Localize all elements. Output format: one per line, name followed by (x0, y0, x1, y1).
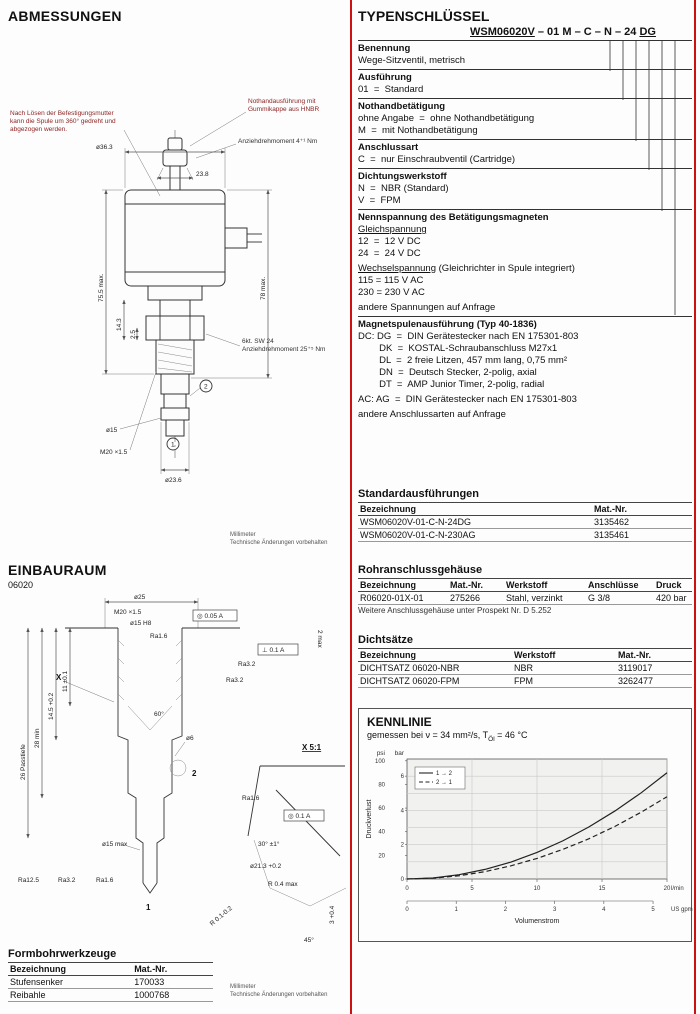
dichtsaetze-title: Dichtsätze (358, 634, 414, 646)
detail-x-marker: X (56, 673, 62, 682)
section-row: 115 = 115 V AC (358, 275, 424, 286)
dim-45deg: 45° (304, 937, 314, 944)
fw-row0-name: Stufensenker (8, 976, 132, 989)
svg-text:4: 4 (602, 906, 606, 913)
section-magnetspule (358, 316, 692, 423)
dim-238-label: 23.8 (196, 171, 209, 178)
fw-row1-name: Reibahle (8, 989, 132, 1002)
ds-row0-matnr: 3119017 (616, 662, 692, 675)
dim-28min: 28 min (34, 728, 41, 748)
footer-millimeter: Millimeter (230, 532, 256, 538)
ds-col-matnr: Mat.-Nr. (616, 649, 692, 662)
right-column (358, 8, 694, 1008)
ra16-detail: Ra1.6 (242, 795, 260, 802)
fw-col-matnr: Mat.-Nr. (132, 963, 213, 976)
pressure-drop-chart (363, 745, 693, 929)
ra-col-matnr: Mat.-Nr. (448, 579, 504, 592)
dim-r0102: R 0.1-0.2 (208, 904, 234, 928)
abmessungen-title: ABMESSUNGEN (8, 8, 122, 24)
ra-col-anschluesse: Anschlüsse (586, 579, 654, 592)
section-nennspannung (358, 209, 692, 316)
section-row: DK = KOSTAL-Schraubanschluss M27x1 (358, 343, 558, 354)
svg-text:100: 100 (374, 758, 385, 765)
section-row: V = FPM (358, 195, 401, 206)
dim-755-label: 75.5 max. (98, 273, 105, 302)
ra-row0-druck: 420 bar (654, 592, 692, 605)
code-sep: – (571, 26, 584, 38)
svg-text:15: 15 (598, 885, 606, 892)
dim-d15max: ø15 max (102, 841, 128, 848)
einbauraum-title: EINBAURAUM (8, 562, 107, 578)
std-row1-matnr: 3135461 (592, 529, 692, 542)
std-col-matnr: Mat.-Nr. (592, 503, 692, 516)
tolerance-top: ◎ 0.05 A (197, 613, 223, 620)
ra32-c-label: Ra3.2 (58, 877, 76, 884)
connector-note: andere Anschlussarten auf Anfrage (358, 409, 506, 420)
ra-row0-matnr: 275266 (448, 592, 504, 605)
table-row (358, 529, 692, 542)
ra-row0-name: R06020-01X-01 (358, 592, 448, 605)
footer-millimeter-2: Millimeter (230, 984, 256, 990)
svg-text:4: 4 (400, 808, 404, 815)
subtitle-sub: Öl (488, 735, 495, 743)
std-row0-matnr: 3135462 (592, 516, 692, 529)
dim-60deg: 60° (154, 711, 164, 718)
fw-col-bezeichnung: Bezeichnung (8, 963, 132, 976)
code-connection: C (583, 26, 592, 38)
std-row1-name: WSM06020V-01-C-N-230AG (358, 529, 592, 542)
section-label: Nennspannung des Betätigungsmagneten (358, 212, 549, 223)
ra32-a: Ra3.2 (238, 661, 256, 668)
kennlinie-box (358, 708, 692, 942)
section-row: 230 = 230 V AC (358, 287, 425, 298)
section-dichtungswerkstoff (358, 168, 692, 209)
column-divider-line (350, 0, 352, 1014)
section-row: DT = AMP Junior Timer, 2-polig, radial (358, 379, 545, 390)
svg-text:1: 1 (454, 906, 458, 913)
thread-label: M20 ×1.5 (100, 449, 128, 456)
svg-text:2: 2 (503, 906, 508, 913)
section-row: DC: DG = DIN Gerätestecker nach EN 175301-803 (358, 331, 579, 342)
ra16-main: Ra1.6 (150, 633, 168, 640)
footer-changes-2: Technische Änderungen vorbehalten (230, 991, 328, 998)
section-benennung (358, 40, 692, 69)
table-row (8, 989, 213, 1002)
svg-text:bar: bar (394, 749, 404, 757)
port-2-label: 2 (192, 769, 197, 778)
einbauraum-code: 06020 (8, 580, 34, 590)
section-nothandbetaetigung (358, 98, 692, 139)
dim-143-label: 14.3 (116, 318, 123, 331)
svg-text:psi: psi (376, 749, 385, 757)
cavity-thread: M20 ×1.5 (114, 609, 142, 616)
footer-changes: Technische Änderungen vorbehalten (230, 539, 328, 546)
ds-row0-werkstoff: NBR (512, 662, 616, 675)
ra-row0-anschluss: G 3/8 (586, 592, 654, 605)
dim-d15-label: ø15 (106, 427, 118, 434)
ds-row0-name: DICHTSATZ 06020-NBR (358, 662, 512, 675)
section-label: Nothandbetätigung (358, 101, 446, 112)
dim-r04: R 0.4 max (268, 881, 298, 888)
typenschluessel-block (358, 8, 692, 423)
code-sep: – (611, 26, 625, 38)
rohranschluss-table (358, 578, 692, 605)
svg-text:Volumenstrom: Volumenstrom (514, 917, 560, 925)
std-row0-name: WSM06020V-01-C-N-24DG (358, 516, 592, 529)
dc-subheading: Gleichspannung (358, 224, 427, 235)
left-column (8, 0, 348, 1014)
ac-subheading-note: (Gleichrichter in Spule integriert) (436, 263, 575, 274)
section-row: DL = 2 freie Litzen, 457 mm lang, 0,75 mm² (358, 355, 567, 366)
dim-145: 14.5 +0.2 (48, 692, 55, 720)
hex-size-label: 6kt. SW 24 (242, 338, 274, 345)
dim-d213: ø21.3 +0.2 (250, 863, 282, 870)
svg-text:5: 5 (470, 885, 474, 892)
std-col-bezeichnung: Bezeichnung (358, 503, 592, 516)
svg-text:0: 0 (405, 885, 409, 892)
dichtsaetze-block (358, 634, 692, 688)
ds-row1-name: DICHTSATZ 06020-FPM (358, 675, 512, 688)
section-label: Ausführung (358, 72, 412, 83)
code-override: M (562, 26, 572, 38)
standard-block (358, 488, 692, 542)
ra-col-bezeichnung: Bezeichnung (358, 579, 448, 592)
section-row: Wege-Sitzventil, metrisch (358, 55, 465, 66)
section-label: Anschlussart (358, 142, 419, 153)
subtitle-post: = 46 °C (494, 730, 528, 740)
section-row: M = mit Nothandbetätigung (358, 125, 478, 136)
hex-note (242, 338, 342, 354)
dim-d36-label: ø36.3 (96, 144, 113, 151)
right-edge-line (694, 0, 696, 1014)
ra16-c-label: Ra1.6 (96, 877, 114, 884)
table-row (358, 662, 692, 675)
dim-30deg: 30° ±1° (258, 841, 280, 848)
formbohrwerkzeuge-table (8, 962, 213, 1002)
ac-subheading: Wechselspannung (358, 263, 436, 274)
callout-2: 2 (204, 383, 208, 391)
standard-table (358, 502, 692, 542)
section-row: N = NBR (Standard) (358, 183, 449, 194)
svg-text:2 → 1: 2 → 1 (436, 779, 453, 786)
table-row (358, 592, 692, 605)
detail-title: X 5:1 (302, 743, 322, 752)
code-coil: DG (639, 26, 656, 38)
section-anschlussart (358, 139, 692, 168)
svg-text:Druckverlust: Druckverlust (366, 799, 373, 839)
ra32-b: Ra3.2 (226, 677, 244, 684)
ra-col-druck: Druck (654, 579, 692, 592)
code-sep: – (534, 26, 548, 38)
fw-row0-matnr: 170033 (132, 976, 213, 989)
ds-row1-matnr: 3262477 (616, 675, 692, 688)
section-ausfuehrung (358, 69, 692, 98)
section-row: 01 = Standard (358, 84, 424, 95)
ra-col-werkstoff: Werkstoff (504, 579, 586, 592)
fw-row1-matnr: 1000768 (132, 989, 213, 1002)
svg-text:60: 60 (378, 805, 385, 812)
coil-rotation-note: Nach Lösen der Befestigungsmutter kann die Spule um 360° gedreht und abgezogen werden. (10, 110, 116, 133)
port-1-label: 1 (146, 903, 151, 912)
formbohrwerkzeuge-block (8, 948, 213, 1002)
code-series: WSM06020V (470, 26, 535, 38)
section-row: C = nur Einschraubventil (Cartridge) (358, 154, 516, 165)
dim-3plus: 3 +0.4 (329, 905, 336, 924)
abmessungen-drawing (10, 88, 350, 500)
kennlinie-title: KENNLINIE (367, 715, 432, 729)
ra125-label: Ra12.5 (18, 877, 39, 884)
voltage-note: andere Spannungen auf Anfrage (358, 302, 496, 313)
svg-text:1 → 2: 1 → 2 (436, 770, 453, 777)
manual-override-note: Nothandausführung mit Gummikappe aus HNBR (248, 98, 320, 113)
code-version: 01 (547, 26, 560, 38)
dim-d25: ø25 (134, 594, 146, 601)
tolerance-detail: ◎ 0.1 A (288, 813, 311, 820)
ds-col-werkstoff: Werkstoff (512, 649, 616, 662)
standard-title: Standardausführungen (358, 488, 480, 500)
rohranschluss-title: Rohranschlussgehäuse (358, 564, 483, 576)
dim-11: 11 ±0.1 (62, 670, 69, 692)
code-sep: – (591, 26, 604, 38)
section-label: Benennung (358, 43, 411, 54)
code-seal: N (603, 26, 612, 38)
svg-text:0: 0 (405, 906, 409, 913)
section-row: 12 = 12 V DC (358, 236, 421, 247)
dim-2max: 2 max (316, 630, 323, 648)
svg-text:6: 6 (400, 773, 404, 780)
svg-text:0: 0 (400, 876, 404, 883)
section-row: AC: AG = DIN Gerätestecker nach EN 175301-803 (358, 394, 577, 405)
rohranschluss-block (358, 564, 692, 615)
dim-d6: ø6 (186, 735, 194, 742)
einbauraum-drawing (10, 588, 350, 956)
rohranschluss-footnote: Weitere Anschlussgehäuse unter Prospekt Nr. D 5.252 (358, 606, 552, 615)
svg-text:3: 3 (552, 906, 557, 913)
section-label: Dichtungswerkstoff (358, 171, 447, 182)
dim-78-label: 78 max. (260, 276, 267, 300)
section-row: DN = Deutsch Stecker, 2-polig, axial (358, 367, 537, 378)
order-code (470, 26, 692, 38)
torque-top-note: Anziehdrehmoment 4⁺¹ Nm (238, 138, 318, 145)
table-row (8, 976, 213, 989)
ds-row1-werkstoff: FPM (512, 675, 616, 688)
svg-text:US gpm: US gpm (671, 906, 693, 913)
dim-d236-label: ø23.6 (165, 477, 182, 484)
code-voltage: 24 (624, 26, 637, 38)
svg-text:l/min: l/min (671, 885, 684, 892)
table-row (358, 516, 692, 529)
svg-text:5: 5 (651, 906, 655, 913)
section-row: ohne Angabe = ohne Nothandbetätigung (358, 113, 535, 124)
kennlinie-subtitle (367, 730, 691, 743)
table-row (358, 675, 692, 688)
ra-row0-werkstoff: Stahl, verzinkt (504, 592, 586, 605)
dim-25-label: 2.5 (130, 329, 137, 339)
dim-passtiefe: 26 Passtiefe (20, 744, 27, 780)
drawing-footer-1 (230, 532, 327, 547)
typenschluessel-title: TYPENSCHLÜSSEL (358, 8, 490, 24)
svg-text:80: 80 (378, 782, 385, 789)
hex-torque-label: Anziehdrehmoment 25⁺⁵ Nm (242, 346, 326, 353)
drawing-footer-2 (230, 984, 327, 999)
tolerance-mid: ⊥ 0.1 A (262, 647, 285, 654)
section-label: Magnetspulenausführung (Typ 40-1836) (358, 319, 537, 330)
section-row: 24 = 24 V DC (358, 248, 421, 259)
svg-text:10: 10 (533, 885, 541, 892)
dim-d15h8: ø15 H8 (130, 620, 152, 627)
subtitle-pre: gemessen bei ν = 34 mm²/s, T (367, 730, 489, 740)
ds-col-bezeichnung: Bezeichnung (358, 649, 512, 662)
formbohrwerkzeuge-title: Formbohrwerkzeuge (8, 948, 117, 960)
svg-text:20: 20 (378, 853, 385, 860)
svg-text:2: 2 (400, 842, 404, 849)
callout-1: 1 (171, 441, 175, 449)
svg-text:20: 20 (663, 885, 671, 892)
dichtsaetze-table (358, 648, 692, 688)
svg-text:40: 40 (378, 829, 385, 836)
